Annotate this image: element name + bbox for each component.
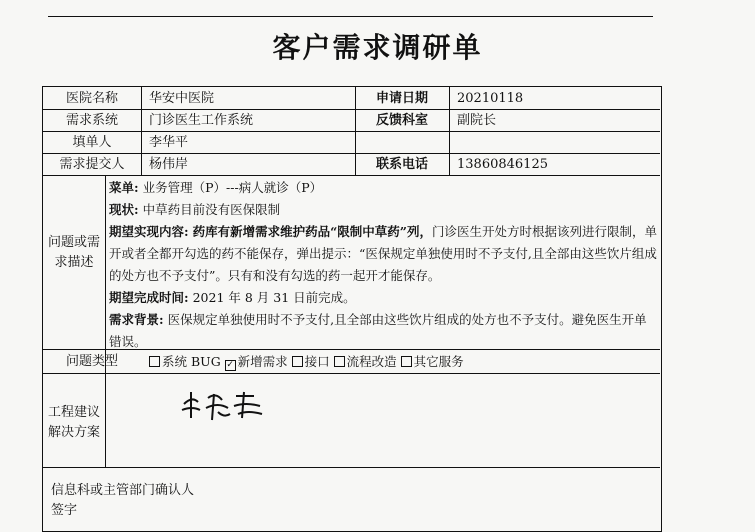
checkbox-checked-icon[interactable]: ✓ bbox=[226, 360, 234, 370]
expect-bold: 药库有新增需求维护药品“限制中草药”列， bbox=[192, 224, 432, 239]
signature-label: 信息科或主管部门确认人签字 bbox=[51, 483, 195, 518]
date-value: 20210118 bbox=[457, 91, 524, 106]
type-option-process[interactable]: 流程改造 bbox=[334, 354, 397, 369]
dept-label: 反馈科室 bbox=[375, 113, 428, 128]
phone-label: 联系电话 bbox=[375, 157, 428, 172]
type-option-bug[interactable]: 系统 BUG bbox=[149, 354, 221, 369]
filler-label: 填单人 bbox=[72, 135, 112, 150]
filler-value: 李华平 bbox=[149, 135, 189, 150]
hospital-value: 华安中医院 bbox=[149, 91, 215, 106]
solution-label: 工程建议解决方案 bbox=[47, 405, 100, 440]
menu-value: 业务管理（P）---病人就诊（P） bbox=[142, 180, 323, 195]
types-label: 问题类型 bbox=[65, 354, 118, 369]
type-option-new[interactable]: ✓ 新增需求 bbox=[226, 354, 288, 370]
phone-value: 13860846125 bbox=[457, 157, 548, 172]
types-options bbox=[149, 353, 464, 371]
type-option-interface[interactable]: 接口 bbox=[292, 354, 330, 369]
date-label: 申请日期 bbox=[375, 91, 428, 106]
status-label: 现状: bbox=[109, 202, 139, 217]
checkbox-icon[interactable] bbox=[401, 356, 412, 367]
form-table bbox=[42, 86, 662, 532]
deadline-value: 2021 年 8 月 31 日前完成。 bbox=[192, 290, 356, 305]
system-value: 门诊医生工作系统 bbox=[149, 113, 254, 128]
top-rule bbox=[48, 16, 653, 17]
system-label: 需求系统 bbox=[65, 113, 118, 128]
submitter-label: 需求提交人 bbox=[59, 157, 125, 172]
expect-label: 期望实现内容: bbox=[109, 224, 189, 239]
checkbox-icon[interactable] bbox=[292, 356, 303, 367]
page-title: 客户需求调研单 bbox=[272, 31, 483, 64]
status-value: 中草药目前没有医保限制 bbox=[142, 202, 281, 217]
dept-value: 副院长 bbox=[457, 113, 497, 128]
type-option-other[interactable]: 其它服务 bbox=[401, 354, 464, 369]
problem-label: 问题或需求描述 bbox=[47, 235, 100, 270]
checkbox-icon[interactable] bbox=[334, 356, 345, 367]
background-value: 医保规定单独使用时不予支付,且全部由这些饮片组成的处方也不予支付。避免医生开单错误。 bbox=[109, 312, 647, 349]
expect-value: 门诊医生开处方时根据该列进行限制，单开或者全都开勾选的药不能保存，弹出提示：“医保规定单独使用时不予支付,且全部由这些饮片组成的处方也不予支付”。只有和没有勾选的药一起开才能保存。 bbox=[109, 224, 658, 283]
background-label: 需求背景: bbox=[109, 312, 164, 327]
deadline-label: 期望完成时间: bbox=[109, 290, 189, 305]
handwritten-signature bbox=[178, 384, 268, 424]
submitter-value: 杨伟岸 bbox=[149, 157, 189, 172]
hospital-label: 医院名称 bbox=[65, 91, 118, 106]
checkbox-icon[interactable] bbox=[149, 356, 160, 367]
menu-label: 菜单: bbox=[109, 180, 139, 195]
problem-content bbox=[109, 177, 657, 353]
